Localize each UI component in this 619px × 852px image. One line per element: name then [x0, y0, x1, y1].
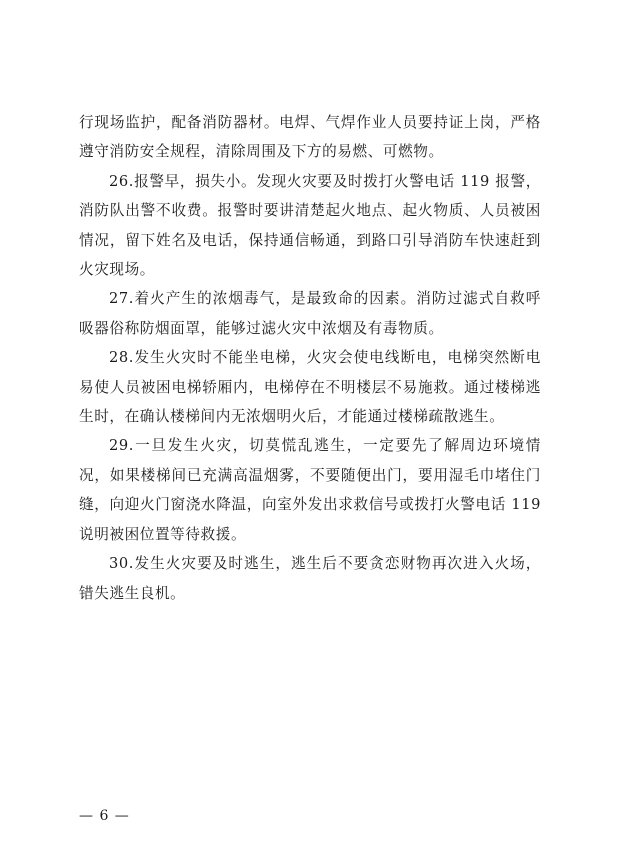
paragraph-item-26: 26.报警早，损失小。发现火灾要及时拨打火警电话 119 报警，消防队出警不收费。报警时要讲清楚起火地点、起火物质、人员被困情况，留下姓名及电话，保持通信畅通，到路口引导消防车快速赶到火灾现场。	[79, 172, 541, 279]
page-number: — 6 —	[79, 808, 130, 824]
paragraph-item-27: 27.着火产生的浓烟毒气，是最致命的因素。消防过滤式自救呼吸器俗称防烟面罩，能够过滤火灾中浓烟及有毒物质。	[79, 290, 541, 337]
paragraph-item-29: 29.一旦发生火灾，切莫慌乱逃生，一定要先了解周边环境情况，如果楼梯间已充满高温烟雾，不要随便出门，要用湿毛巾堵住门缝，向迎火门窗浇水降温，向室外发出求救信号或拨打火警电话 119 说明被困位置等待救援。	[79, 437, 541, 543]
paragraph-item-30: 30.发生火灾要及时逃生，逃生后不要贪恋财物再次进入火场，错失逃生良机。	[79, 555, 541, 602]
paragraph-continued: 行现场监护，配备消防器材。电焊、气焊作业人员要持证上岗，严格遵守消防安全规程，清除周围及下方的易燃、可燃物。	[79, 114, 541, 161]
paragraph-item-28: 28.发生火灾时不能坐电梯，火灾会使电线断电，电梯突然断电易使人员被困电梯轿厢内，电梯停在不明楼层不易施救。通过楼梯逃生时，在确认楼梯间内无浓烟明火后，才能通过楼梯疏散逃生。	[79, 349, 541, 426]
page-body	[79, 108, 541, 608]
